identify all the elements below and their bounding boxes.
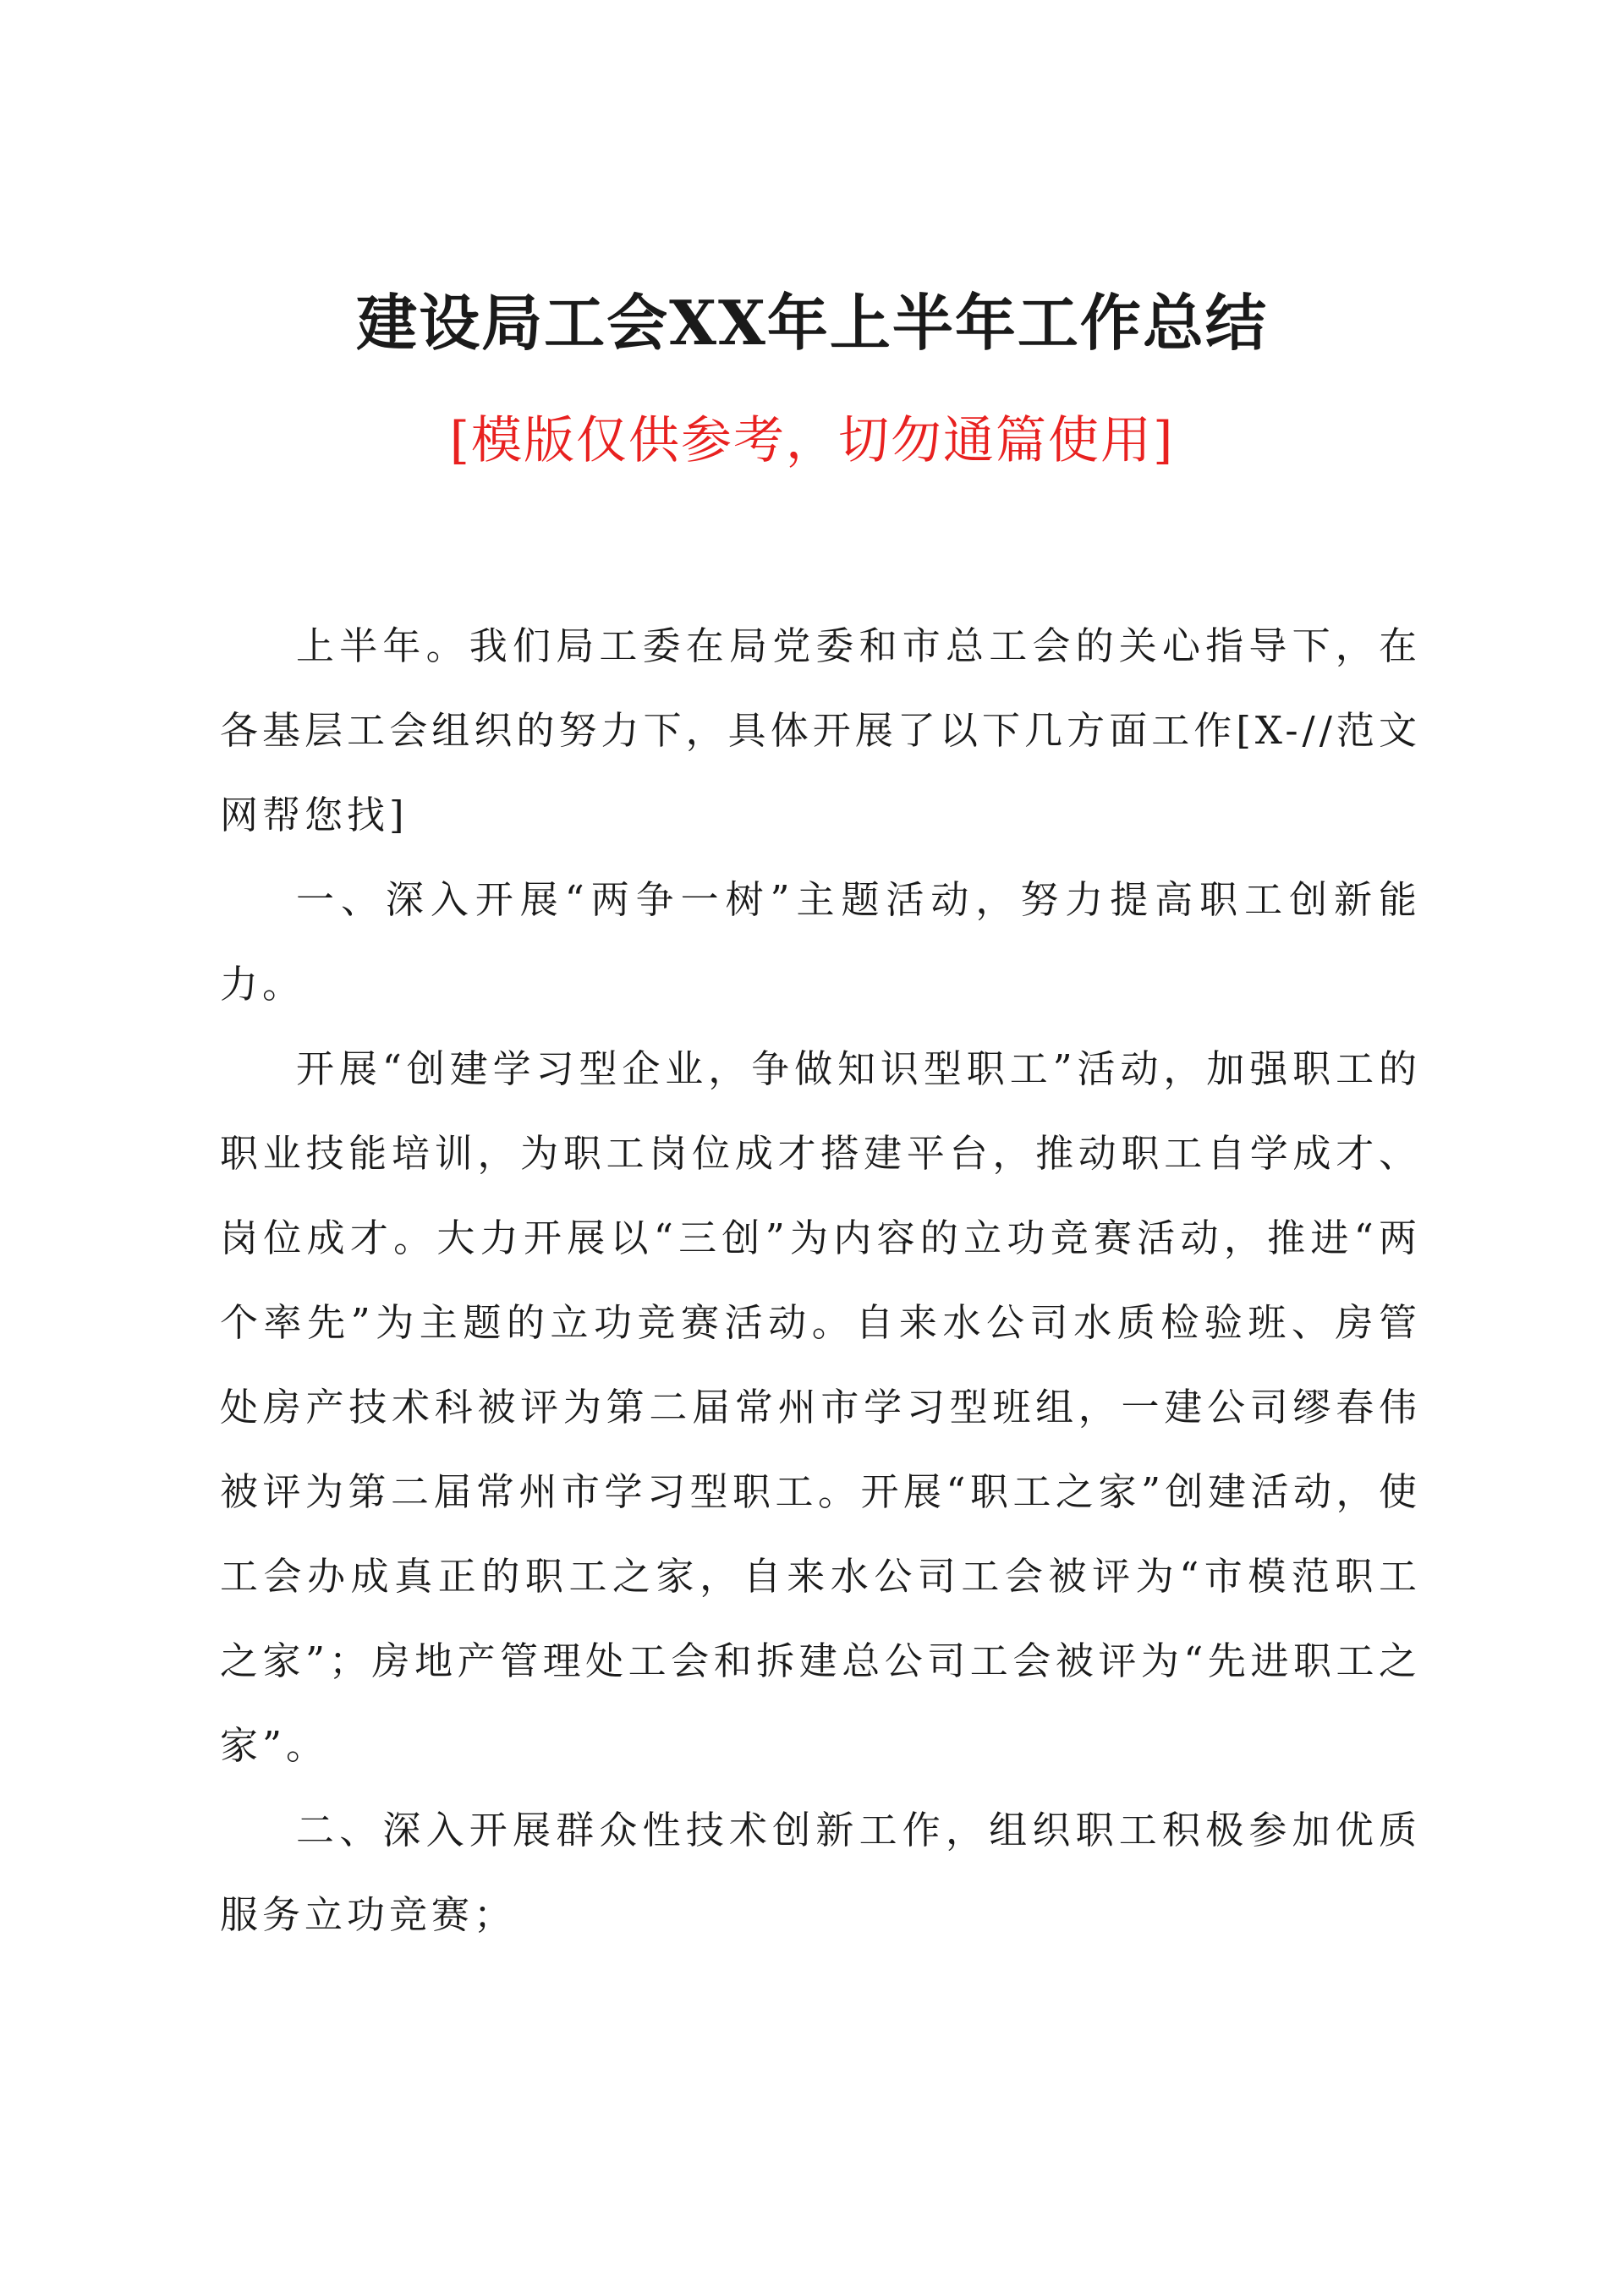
- paragraph-heading-2: 二、深入开展群众性技术创新工作，组织职工积极参加优质服务立功竞赛；: [220, 1808, 1421, 1937]
- paragraph-section-1: 开展“创建学习型企业，争做知识型职工”活动，加强职工的职业技能培训，为职工岗位成才搭建平台，推动职工自学成才、岗位成才。大力开展以“三创”为内容的立功竞赛活动，推进“两个率先”为主题的立功竞赛活动。自来水公司水质检验班、房管处房产技术科被评为第二届常州市学习型班组，一建公司缪春伟被评为第二届常州市学习型职工。开展“职工之家”创建活动，使工会办成真正的职工之家，自来水公司工会被评为“市模范职工之家”；房地产管理处工会和拆建总公司工会被评为“先进职工之家”。: [220, 1046, 1421, 1768]
- paragraph-intro: 上半年。我们局工委在局党委和市总工会的关心指导下，在各基层工会组织的努力下，具体开展了以下几方面工作[X-//范文网帮您找]: [220, 623, 1421, 837]
- paragraph-heading-1: 一、深入开展“两争一树”主题活动，努力提高职工创新能力。: [220, 877, 1421, 1007]
- document-title: 建设局工会XX年上半年工作总结: [356, 287, 1268, 359]
- document-body: [220, 604, 1421, 1957]
- document-subtitle: [模版仅供参考，切勿通篇使用]: [449, 411, 1175, 470]
